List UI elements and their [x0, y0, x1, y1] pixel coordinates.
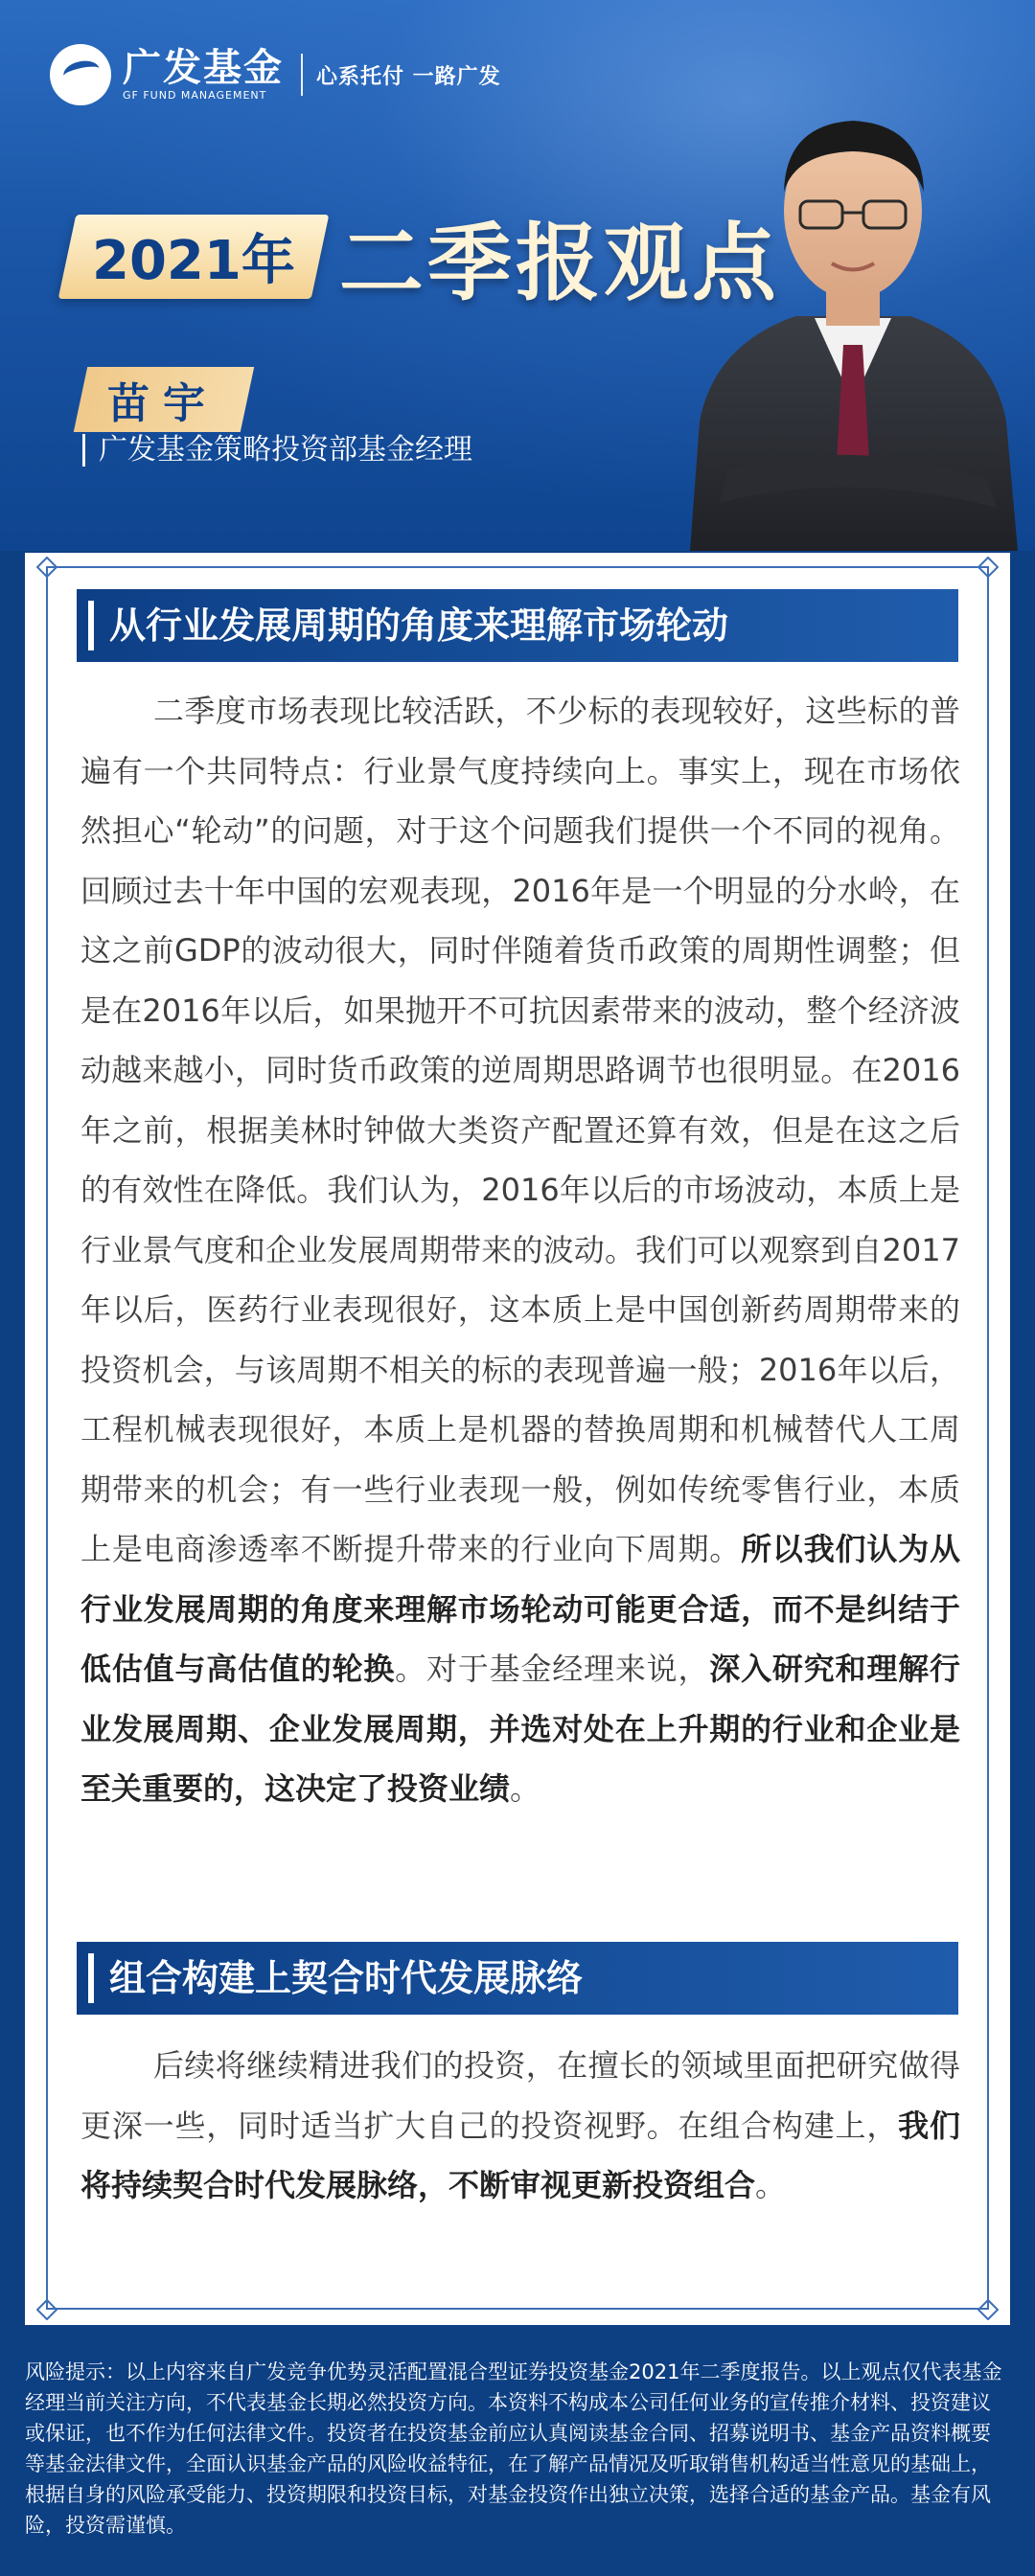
- manager-role: 广发基金策略投资部基金经理: [82, 434, 472, 467]
- logo-divider: [301, 54, 303, 96]
- risk-notice: 风险提示：以上内容来自广发竞争优势灵活配置混合型证券投资基金2021年二季度报告。以上观点仅代表基金经理当前关注方向，不代表基金长期必然投资方向。本资料不构成本公司任何业务的宣传推介材料、投资建议或保证，也不作为任何法律文件。投资者在投资基金前应认真阅读基金合同、招募说明书、基金产品资料概要等基金法律文件，全面认识基金产品的风险收益特征，在了解产品情况及听取销售机构适当性意见的基础上，根据自身的风险承受能力、投资期限和投资目标，对基金投资作出独立决策，选择合适的基金产品。基金有风险，投资需谨慎。: [25, 2360, 1002, 2537]
- brand-name-en: GF FUND MANAGEMENT: [123, 89, 267, 102]
- year-badge: 2021年: [58, 215, 330, 299]
- header-banner: [0, 0, 1035, 551]
- corner-ornament-icon: [36, 2299, 58, 2320]
- brand-slogan: 心系托付 一路广发: [316, 64, 501, 89]
- page-title: 二季报观点: [338, 214, 780, 312]
- logo-mark-icon: [50, 44, 111, 105]
- brand-logo: [50, 44, 501, 105]
- manager-portrait: [671, 57, 1035, 551]
- manager-name-badge: 苗宇: [74, 367, 254, 432]
- corner-ornament-icon: [978, 557, 999, 578]
- section-2-body: 后续将继续精进我们的投资，在擅长的领域里面把研究做得更深一些，同时适当扩大自己的投资视野。在组合构建上，我们将持续契合时代发展脉络，不断审视更新投资组合。: [80, 2047, 960, 2203]
- corner-ornament-icon: [978, 2299, 999, 2320]
- content-card: [25, 553, 1010, 2325]
- section-heading-2: 组合构建上契合时代发展脉络: [77, 1942, 958, 2015]
- section-heading-1: 从行业发展周期的角度来理解市场轮动: [77, 589, 958, 662]
- corner-ornament-icon: [36, 557, 58, 578]
- brand-name: 广发基金: [123, 46, 284, 90]
- section-1-body: 二季度市场表现比较活跃，不少标的表现较好，这些标的普遍有一个共同特点：行业景气度持续向上。事实上，现在市场依然担心“轮动”的问题，对于这个问题我们提供一个不同的视角。回顾过去十年中国的宏观表现，2016年是一个明显的分水岭，在这之前GDP的波动很大，同时伴随着货币政策的周期性调整；但是在2016年以后，如果抛开不可抗因素带来的波动，整个经济波动越来越小，同时货币政策的逆周期思路调节也很明显。在2016年之前，根据美林时钟做大类资产配置还算有效，但是在这之后的有效性在降低。我们认为，2016年以后的市场波动，本质上是行业景气度和企业发展周期带来的波动。我们可以观察到自2017年以后，医药行业表现很好，这本质上是中国创新药周期带来的投资机会，与该周期不相关的标的表现普遍一般；2016年以后，工程机械表现很好，本质上是机器的替换周期和机械替代人工周期带来的机会；有一些行业表现一般，例如传统零售行业，本质上是电商渗透率不断提升带来的行业向下周期。所以我们认为从行业发展周期的角度来理解市场轮动可能更合适，而不是纠结于低估值与高估值的轮换。对于基金经理来说，深入研究和理解行业发展周期、企业发展周期，并选对处在上升期的行业和企业是至关重要的，这决定了投资业绩。: [80, 693, 960, 1807]
